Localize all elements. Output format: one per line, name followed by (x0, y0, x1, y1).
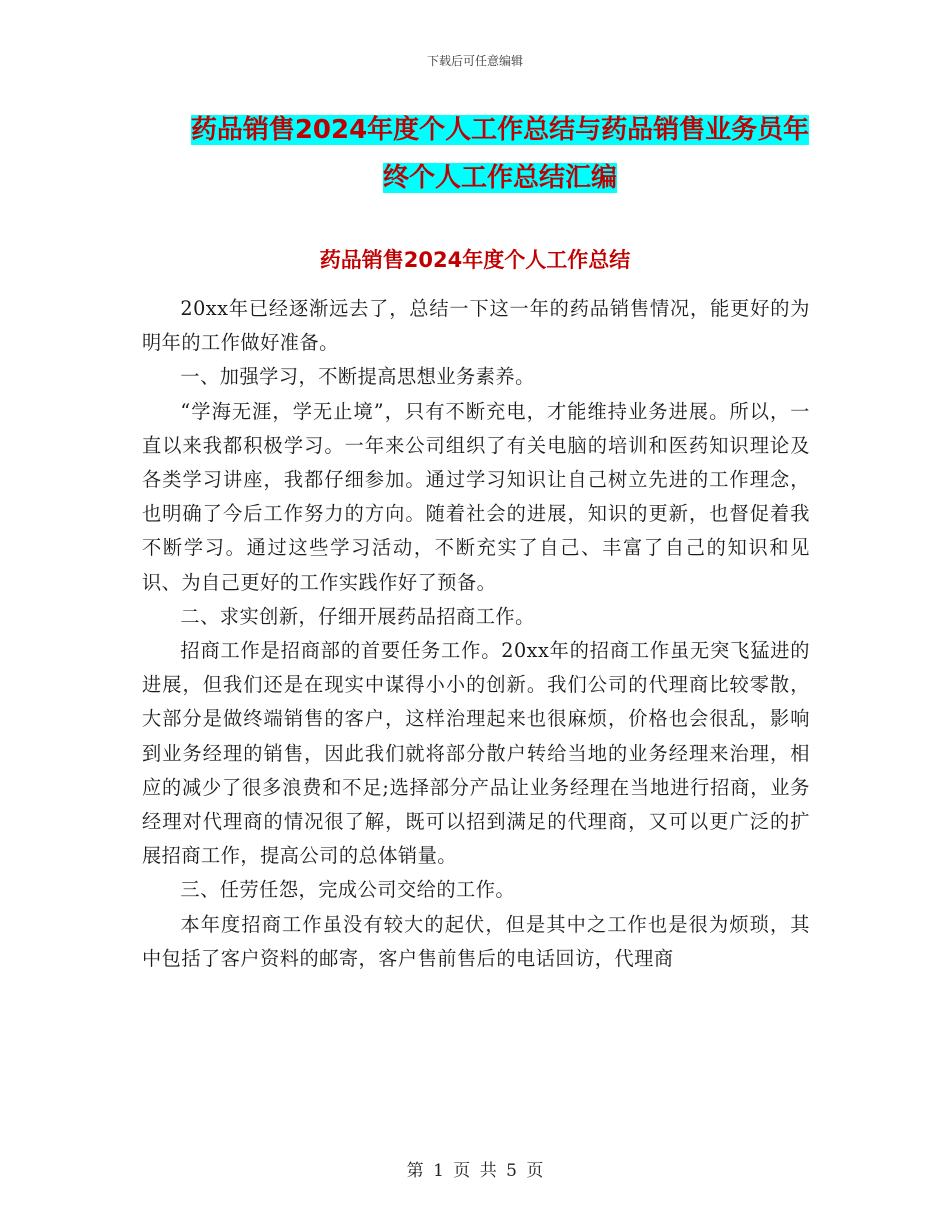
header-note: 下载后可任意编辑 (426, 54, 523, 68)
paragraph-heading-3: 三、任劳任怨，完成公司交给的工作。 (180, 878, 516, 902)
document-title-line-2: 终个人工作总结汇编 (382, 163, 617, 193)
document-title-line-1: 药品销售2024年度个人工作总结与药品销售业务员年 (190, 115, 810, 145)
page-footer: 第 1 页 共 5 页 (406, 1161, 544, 1181)
document-title (140, 106, 860, 202)
paragraph-intro: 20xx年已经逐渐远去了，总结一下这一年的药品销售情况，能更好的为明年的工作做好准备。 (142, 297, 810, 355)
paragraph-heading-1: 一、加强学习，不断提高思想业务素养。 (180, 365, 535, 389)
paragraph-study: “学海无涯，学无止境”，只有不断充电，才能维持业务进展。所以，一直以来我都积极学习。一年来公司组织了有关电脑的培训和医药知识理论及各类学习讲座，我都仔细参加。通过学习知识让自己树立先进的工作理念，也明确了今后工作努力的方向。随着社会的进展，知识的更新，也督促着我不断学习。通过这些学习活动，不断充实了自己、丰富了自己的知识和见识、为自己更好的工作实践作好了预备。 (142, 399, 810, 594)
paragraph-tasks: 本年度招商工作虽没有较大的起伏，但是其中之工作也是很为烦琐，其中包括了客户资料的邮寄，客户售前售后的电话回访，代理商 (142, 912, 810, 970)
paragraph-heading-2: 二、求实创新，仔细开展药品招商工作。 (180, 604, 535, 628)
section-title: 药品销售2024年度个人工作总结 (319, 248, 631, 272)
body-text (142, 292, 810, 976)
paragraph-investment: 招商工作是招商部的首要任务工作。20xx年的招商工作虽无突飞猛进的进展，但我们还是在现实中谋得小小的创新。我们公司的代理商比较零散，大部分是做终端销售的客户，这样治理起来也很麻烦，价格也会很乱，影响到业务经理的销售，因此我们就将部分散户转给当地的业务经理来治理，相应的减少了很多浪费和不足;选择部分产品让业务经理在当地进行招商，业务经理对代理商的情况很了解，既可以招到满足的代理商，又可以更广泛的扩展招商工作，提高公司的总体销量。 (142, 639, 810, 868)
